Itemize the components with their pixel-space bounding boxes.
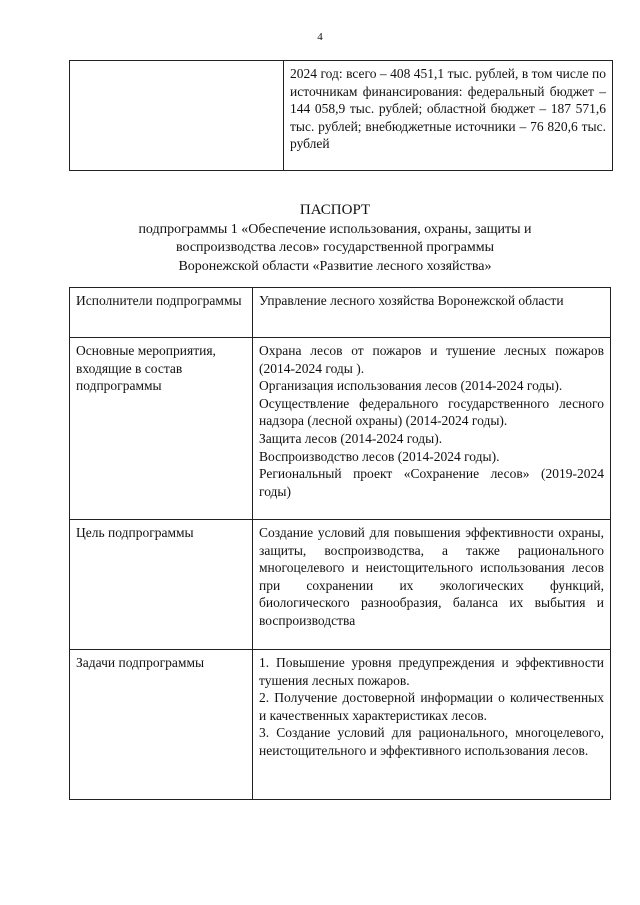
row-item: Осуществление федерального государственного лесного надзора (лесной охраны) (2014-2024 годы). [259, 395, 604, 429]
row-label: Исполнители подпрограммы [70, 288, 253, 338]
row-content [253, 650, 611, 800]
passport-row-goal [70, 520, 611, 650]
row-item: Региональный проект «Сохранение лесов» (2019-2024 годы) [259, 466, 604, 499]
row-content [253, 288, 611, 338]
passport-row-tasks [70, 650, 611, 800]
row-label: Задачи подпрограммы [70, 650, 253, 800]
passport-heading [92, 201, 578, 276]
page-number: 4 [317, 31, 323, 43]
funding-label-cell [70, 61, 284, 171]
passport-title: ПАСПОРТ [299, 202, 371, 218]
passport-table [69, 287, 611, 800]
row-item: Организация использования лесов (2014-2024 годы). [259, 378, 563, 394]
heading-line-3: Воронежской области «Развитие лесного хозяйства» [178, 258, 492, 274]
row-item: Создание условий для повышения эффективности охраны, защиты, воспроизводства, а также рационального многоцелевого и неистощительного использования лесов при сохранении их экологических функций, биологического разнообразия, баланса их выбытия и воспроизводства [259, 525, 604, 628]
row-content [253, 520, 611, 650]
funding-row [70, 61, 613, 171]
row-item: 3. Создание условий для рационального, многоцелевого, неистощительного и эффективного использования лесов. [259, 725, 604, 758]
row-item: 1. Повышение уровня предупреждения и эффективности тушения лесных пожаров. [259, 655, 604, 688]
row-item: 2. Получение достоверной информации о количественных и качественных характеристиках лесов. [259, 690, 604, 723]
heading-line-2: воспроизводства лесов» государственной программы [175, 240, 495, 255]
funding-text-cell: 2024 год: всего – 408 451,1 тыс. рублей, в том числе по источникам финансирования: федеральный бюджет – 144 058,9 тыс. рублей; областной бюджет – 187 571,6 тыс. рублей; внебюджетные источники – 76 820,6 тыс. рублей [284, 61, 613, 171]
row-item: Защита лесов (2014-2024 годы). [259, 430, 443, 446]
passport-row-executors [70, 288, 611, 338]
row-label: Цель подпрограммы [70, 520, 253, 650]
row-item: Управление лесного хозяйства Воронежской области [259, 293, 564, 308]
row-content [253, 338, 611, 520]
row-label: Основные мероприятия, входящие в состав подпрограммы [70, 338, 253, 520]
row-item: Воспроизводство лесов (2014-2024 годы). [259, 448, 500, 464]
row-item: Охрана лесов от пожаров и тушение лесных пожаров (2014-2024 годы ). [259, 343, 604, 376]
funding-table [69, 60, 613, 171]
heading-line-1: подпрограммы 1 «Обеспечение использования, охраны, защиты и [138, 221, 532, 237]
passport-row-activities [70, 338, 611, 520]
